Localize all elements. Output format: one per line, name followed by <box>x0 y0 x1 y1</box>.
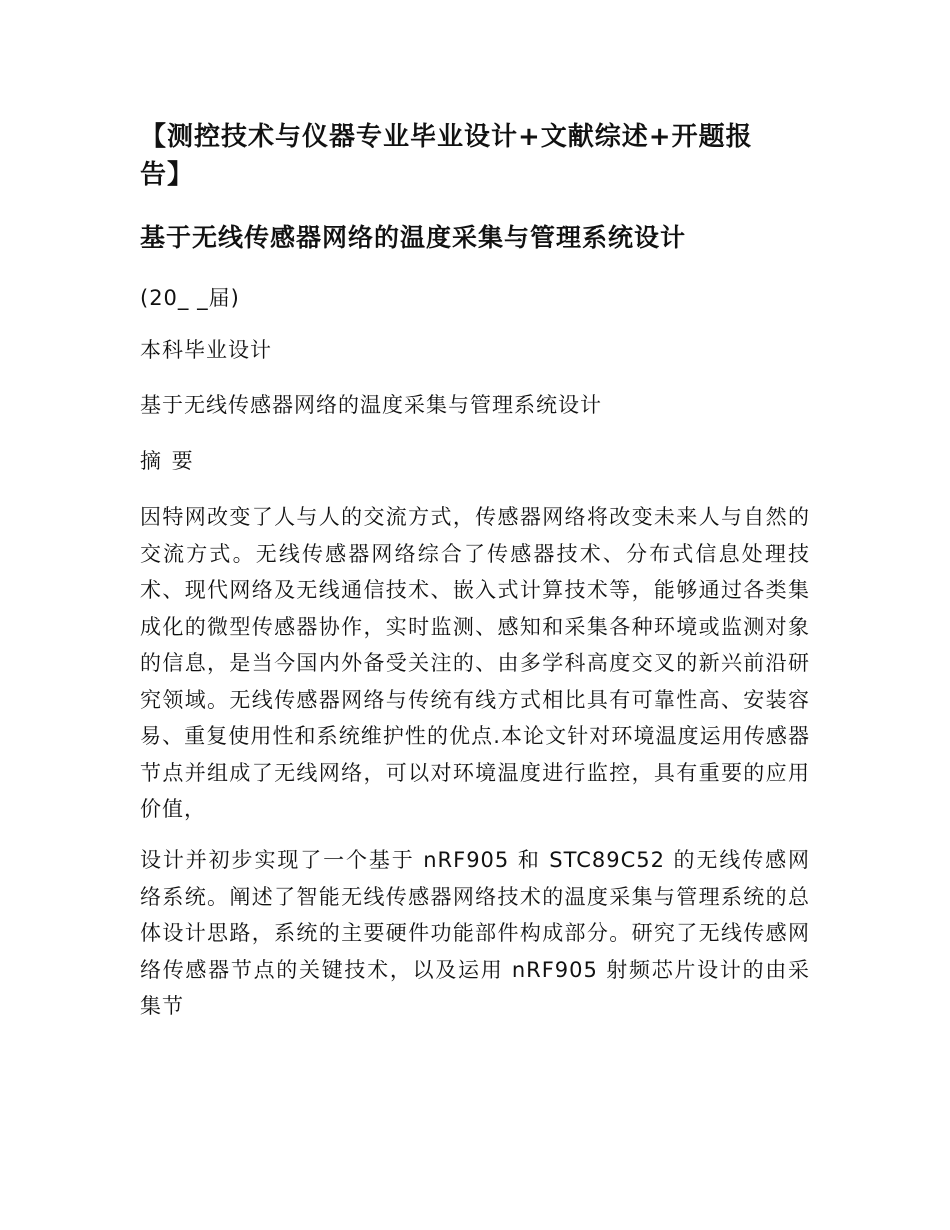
abstract-paragraph: 设计并初步实现了一个基于 nRF905 和 STC89C52 的无线传感网络系统。阐述了智能无线传感器网络技术的温度采集与管理系统的总体设计思路，系统的主要硬件功能部件构成部分。研究了无线传感网络传感器节点的关键技术，以及运用 nRF905 射频芯片设计的由采集节 <box>140 848 810 1018</box>
abstract-heading: 摘 要 <box>140 449 195 473</box>
document-title: 【测控技术与仪器专业毕业设计+文献综述+开题报告】 <box>140 122 753 190</box>
abstract-paragraph: 因特网改变了人与人的交流方式，传感器网络将改变未来人与自然的交流方式。无线传感器网络综合了传感器技术、分布式信息处理技术、现代网络及无线通信技术、嵌入式计算技术等，能够通过各类集成化的微型传感器协作，实时监测、感知和采集各种环境或监测对象的信息，是当今国内外备受关注的、由多学科高度交叉的新兴前沿研究领域。无线传感器网络与传统有线方式相比具有可靠性高、安装容易、重复使用性和系统维护性的优点.本论文针对环境温度运用传感器节点并组成了无线网络，可以对环境温度进行监控，具有重要的应用价值， <box>140 505 810 821</box>
graduation-year: (20_ _届) <box>140 286 240 310</box>
thesis-topic: 基于无线传感器网络的温度采集与管理系统设计 <box>140 393 602 417</box>
thesis-subtitle: 基于无线传感器网络的温度采集与管理系统设计 <box>140 223 687 252</box>
degree-type: 本科毕业设计 <box>140 338 272 362</box>
